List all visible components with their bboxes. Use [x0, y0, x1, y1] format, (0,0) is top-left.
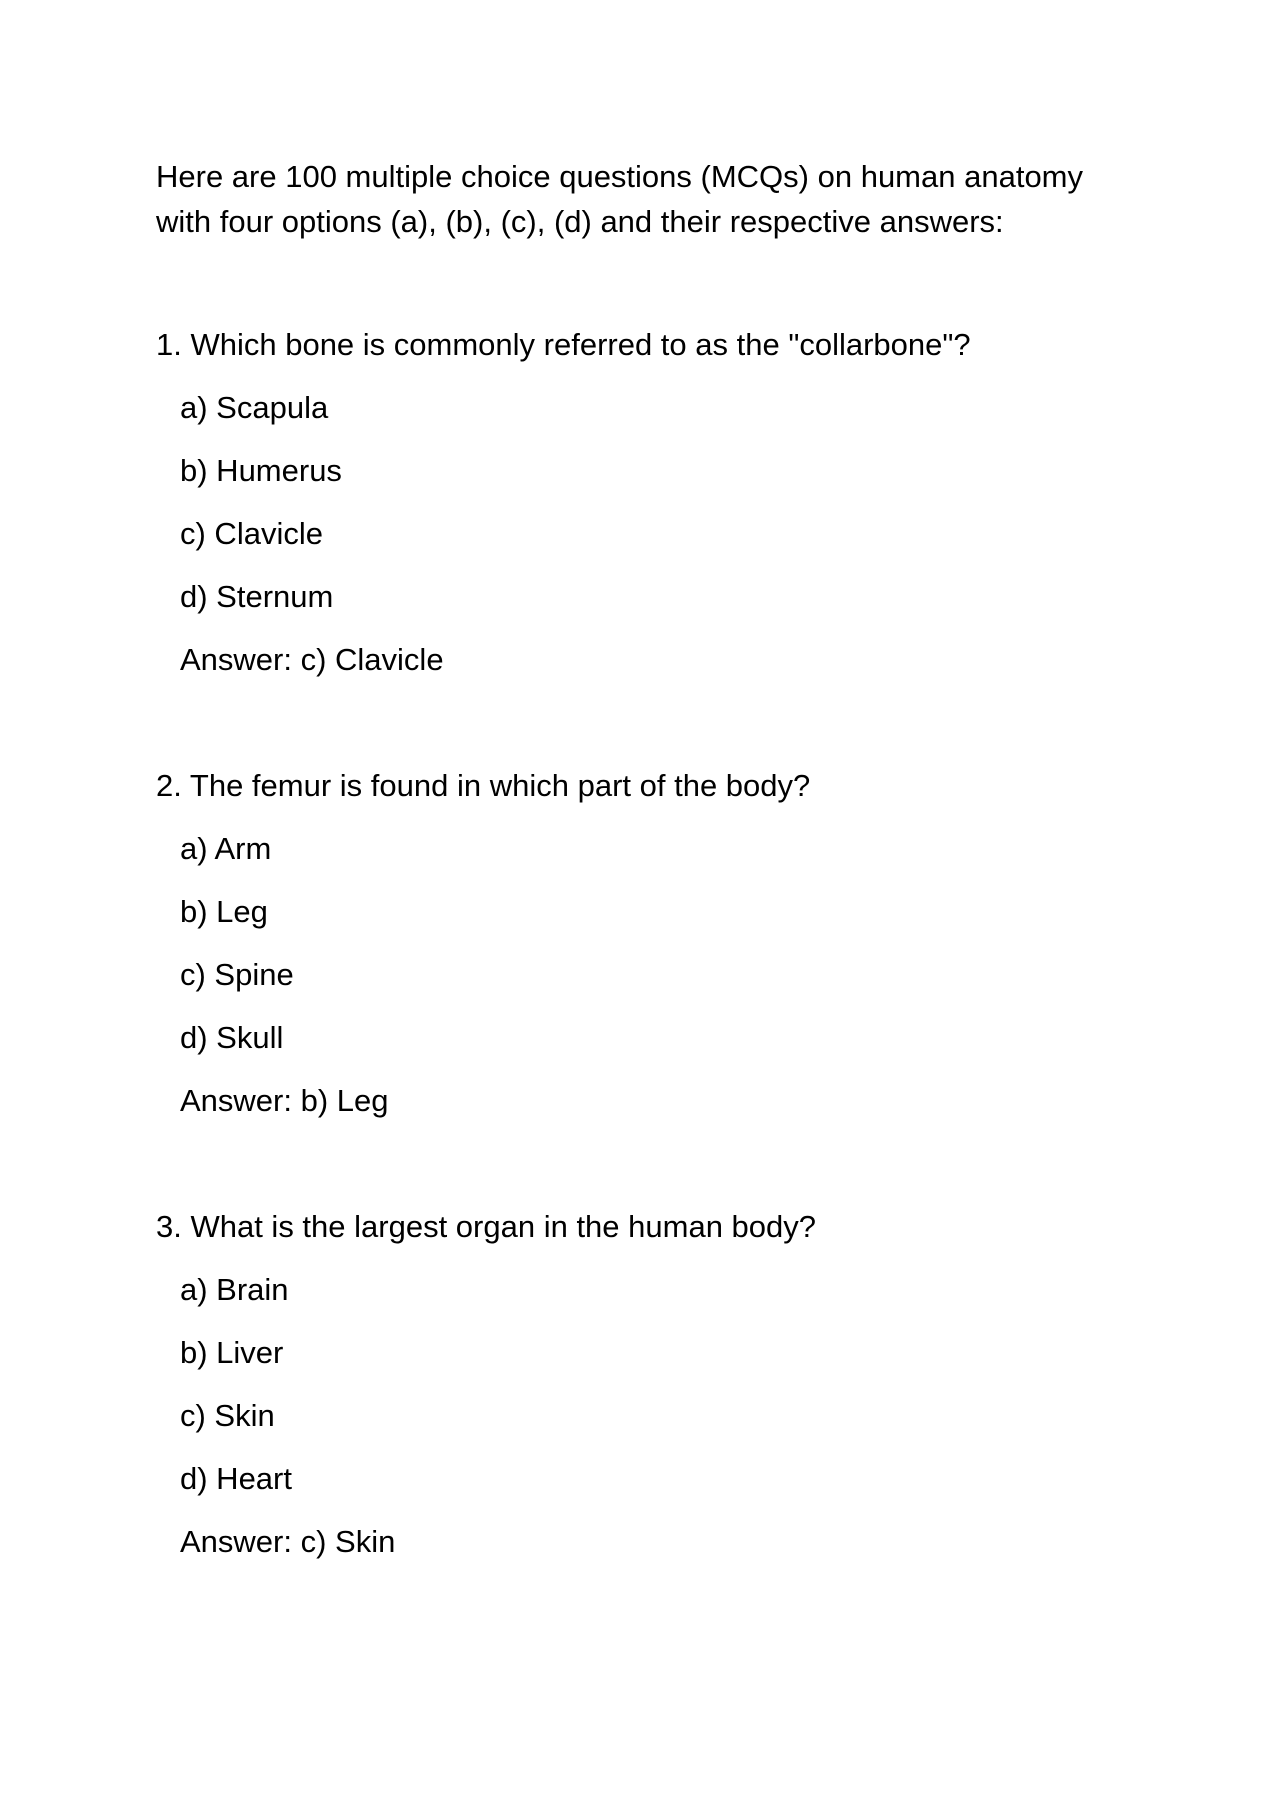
answer-line: Answer: b) Leg [180, 1083, 389, 1118]
question-3 [156, 1205, 1156, 1564]
option-a: a) Scapula [180, 390, 329, 425]
question-2 [156, 764, 1156, 1123]
option-c: c) Clavicle [180, 516, 323, 551]
question-text: 2. The femur is found in which part of the body? [156, 768, 811, 803]
answer-line: Answer: c) Clavicle [180, 642, 444, 677]
option-b: b) Liver [180, 1335, 284, 1370]
intro-line-2: with four options (a), (b), (c), (d) and their respective answers: [156, 204, 1004, 239]
option-c: c) Skin [180, 1398, 275, 1433]
option-c: c) Spine [180, 957, 294, 992]
intro-line-1: Here are 100 multiple choice questions (MCQs) on human anatomy [156, 159, 1084, 194]
option-a: a) Brain [180, 1272, 289, 1307]
option-b: b) Humerus [180, 453, 342, 488]
option-d: d) Sternum [180, 579, 334, 614]
option-a: a) Arm [180, 831, 272, 866]
option-d: d) Heart [180, 1461, 292, 1496]
answer-line: Answer: c) Skin [180, 1524, 396, 1559]
question-1 [156, 323, 1156, 682]
question-text: 1. Which bone is commonly referred to as the "collarbone"? [156, 327, 971, 362]
intro-paragraph [156, 154, 1156, 244]
question-text: 3. What is the largest organ in the human body? [156, 1209, 817, 1244]
option-b: b) Leg [180, 894, 268, 929]
option-d: d) Skull [180, 1020, 284, 1055]
